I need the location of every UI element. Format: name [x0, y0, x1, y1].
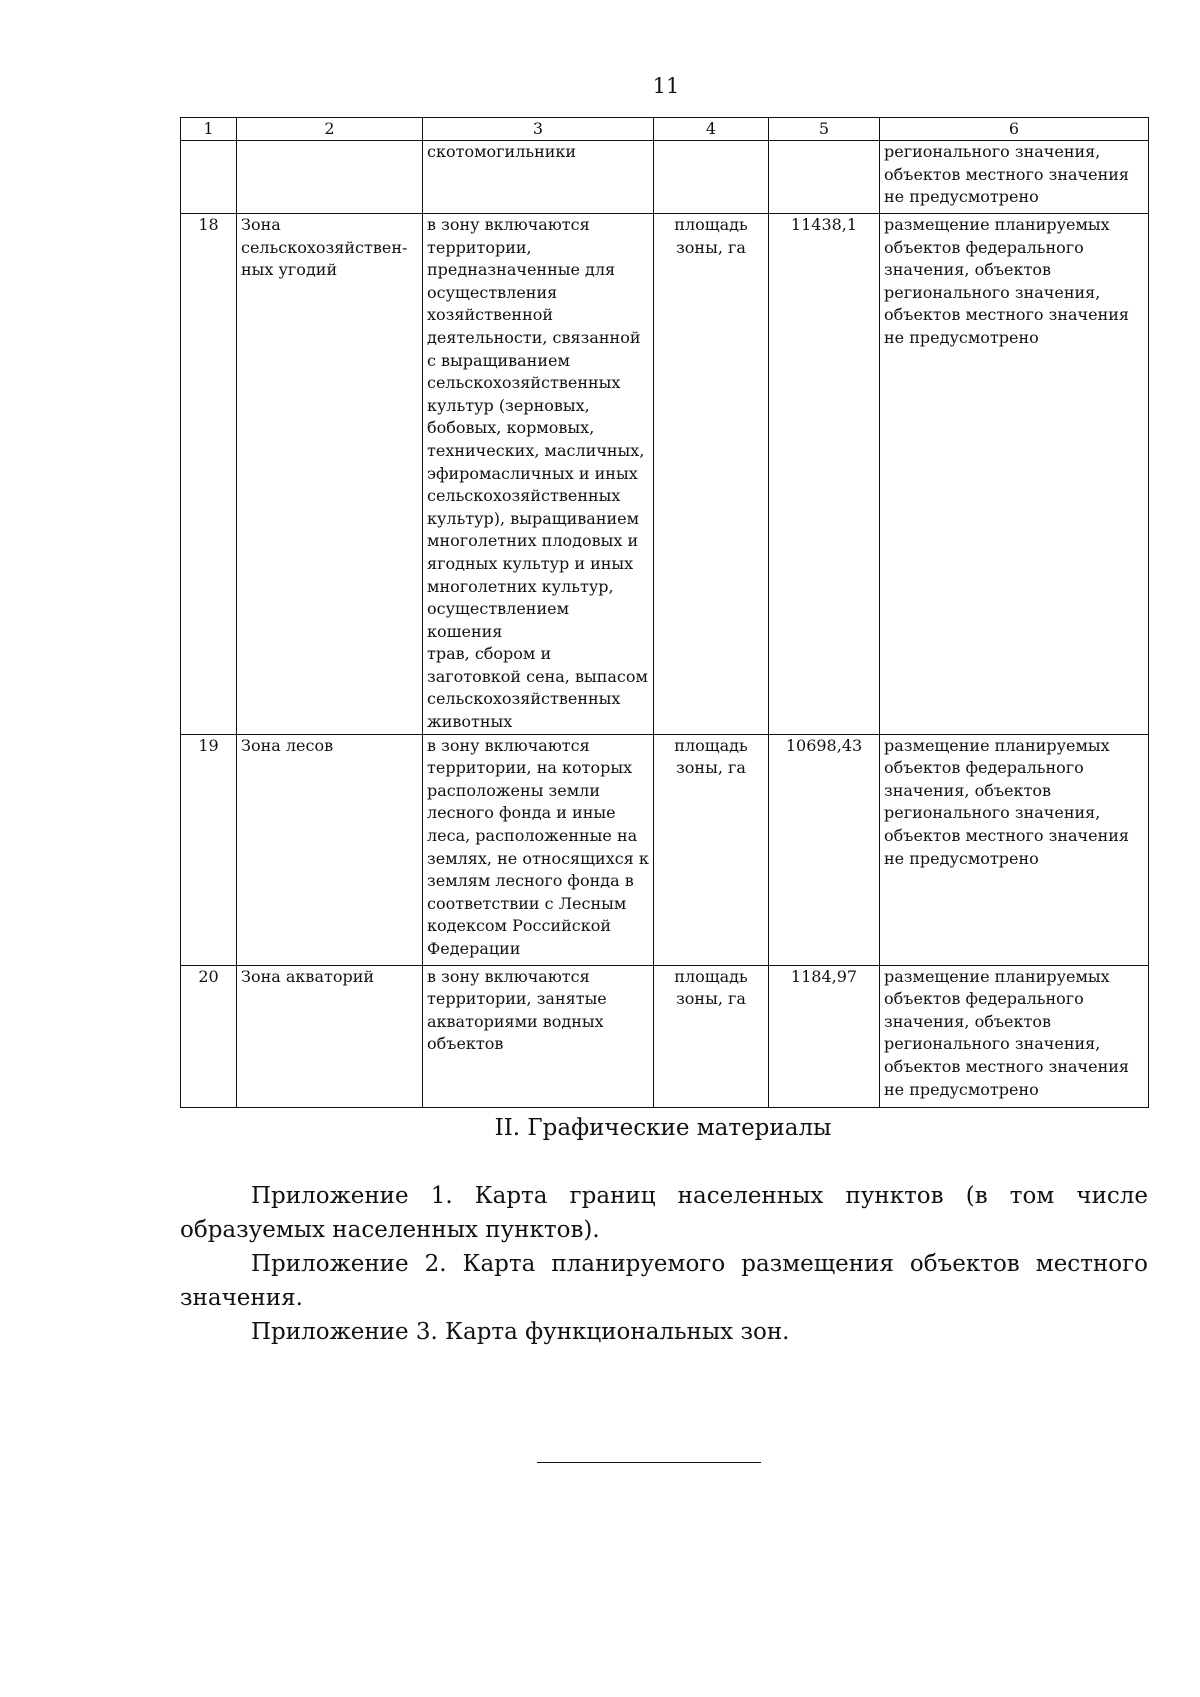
column-header: 3 — [423, 118, 654, 141]
zone-description: скотомогильники — [423, 141, 654, 214]
page-number: 11 — [652, 74, 680, 98]
zone-metric — [654, 141, 769, 214]
table-row — [181, 734, 1149, 965]
zone-name: Зона сельскохозяйствен-ных угодий — [237, 214, 423, 735]
zone-metric: площадь зоны, га — [654, 734, 769, 965]
zone-description: в зону включаются территории, предназначенные для осуществления хозяйственной деятельности, связанной с выращиванием сельскохозяйственных культур (зерновых, бобовых, кормовых, технических, масличных, эфиромасличных и иных сельскохозяйственных культур), выращиванием многолетних плодовых и ягодных культур и иных многолетних культур, осуществлением кошения трав, сбором и заготовкой сена, выпасом сельскохозяйственных животных — [423, 214, 654, 735]
zone-value — [769, 141, 880, 214]
table-row — [181, 214, 1149, 735]
section-title: II. Графические материалы — [494, 1115, 832, 1141]
table-row — [181, 965, 1149, 1107]
column-header: 4 — [654, 118, 769, 141]
zone-value: 11438,1 — [769, 214, 880, 735]
appendix-item — [180, 1315, 1148, 1349]
column-header: 2 — [237, 118, 423, 141]
zone-note: регионального значения, объектов местного значения не предусмотрено — [880, 141, 1149, 214]
zone-note: размещение планируемых объектов федерального значения, объектов регионального значения, объектов местного значения не предусмотрено — [880, 965, 1149, 1107]
row-number: 19 — [181, 734, 237, 965]
appendix-item — [180, 1179, 1148, 1247]
zone-note: размещение планируемых объектов федерального значения, объектов регионального значения, объектов местного значения не предусмотрено — [880, 734, 1149, 965]
zone-metric: площадь зоны, га — [654, 965, 769, 1107]
zone-value: 1184,97 — [769, 965, 880, 1107]
appendix-item — [180, 1247, 1148, 1315]
appendix-text: Приложение 2. Карта планируемого размещения объектов местного значения. — [180, 1251, 1148, 1311]
zone-name: Зона лесов — [237, 734, 423, 965]
table-header-row — [181, 118, 1149, 141]
row-number: 18 — [181, 214, 237, 735]
zone-name — [237, 141, 423, 214]
zone-note: размещение планируемых объектов федерального значения, объектов регионального значения, объектов местного значения не предусмотрено — [880, 214, 1149, 735]
zone-name: Зона акваторий — [237, 965, 423, 1107]
column-header: 6 — [880, 118, 1149, 141]
row-number: 20 — [181, 965, 237, 1107]
column-header: 1 — [181, 118, 237, 141]
zone-metric: площадь зоны, га — [654, 214, 769, 735]
zone-description: в зону включаются территории, на которых расположены земли лесного фонда и иные леса, расположенные на землях, не относящихся к землям лесного фонда в соответствии с Лесным кодексом Российской Федерации — [423, 734, 654, 965]
table-row — [181, 141, 1149, 214]
appendix-text: Приложение 1. Карта границ населенных пунктов (в том числе образуемых населенных пунктов). — [180, 1183, 1148, 1243]
zone-description: в зону включаются территории, занятые акваториями водных объектов — [423, 965, 654, 1107]
zone-value: 10698,43 — [769, 734, 880, 965]
appendix-text: Приложение 3. Карта функциональных зон. — [251, 1319, 790, 1345]
closing-rule — [537, 1462, 761, 1463]
row-number — [181, 141, 237, 214]
column-header: 5 — [769, 118, 880, 141]
zones-table — [180, 117, 1149, 1108]
